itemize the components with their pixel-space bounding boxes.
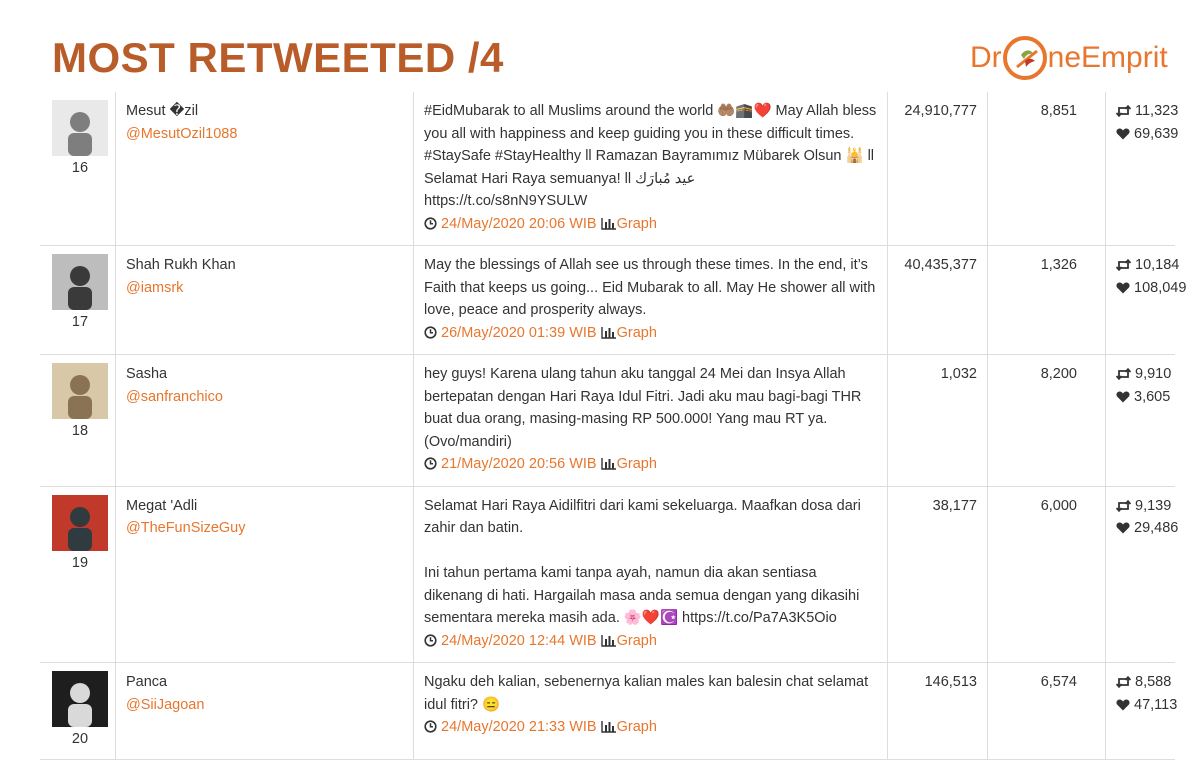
clock-icon: [424, 720, 437, 733]
graph-link[interactable]: Graph: [616, 324, 657, 341]
heart-icon: [1116, 282, 1130, 294]
user-name: Shah Rukh Khan: [126, 257, 236, 273]
engagement-cell: [1106, 355, 1176, 487]
followers-cell: 24,910,777: [888, 92, 988, 246]
tweet-cell: [414, 92, 888, 246]
tweet-cell: [414, 663, 888, 760]
drone-emprit-logo: [970, 30, 1168, 86]
like-value: 69,639: [1134, 125, 1179, 142]
retweet-icon: [1116, 105, 1131, 117]
count-cell: 6,574: [988, 663, 1106, 760]
engagement-cell: [1106, 663, 1176, 760]
tweet-text: Selamat Hari Raya Aidilfitri dari kami sekeluarga. Maafkan dosa dari zahir dan batin. Ini tahun pertama kami tanpa ayah, namun dia akan sentiasa dikenang di hati. Hargailah masa anda semua dengan yang dikasihi sementara mereka masih ada. 🌸❤️☪️ https://t.co/Pa7A3K5Oio: [424, 497, 861, 626]
retweet-icon: [1116, 676, 1131, 688]
followers-cell: 40,435,377: [888, 246, 988, 355]
like-value: 29,486: [1134, 520, 1179, 536]
user-name: Panca: [126, 674, 168, 690]
user-name: Sasha: [126, 366, 168, 382]
avatar-cell: [40, 663, 116, 760]
user-handle-link[interactable]: @TheFunSizeGuy: [126, 520, 246, 536]
graph-link[interactable]: Graph: [616, 719, 657, 735]
bar-chart-icon: [601, 217, 617, 230]
tweet-date-link[interactable]: 24/May/2020 20:06 WIB: [441, 215, 597, 232]
user-cell: [116, 92, 414, 246]
user-handle-link[interactable]: @MesutOzil1088: [126, 125, 238, 142]
user-cell: [116, 486, 414, 663]
count-cell: 1,326: [988, 246, 1106, 355]
user-handle-link[interactable]: @sanfranchico: [126, 388, 223, 405]
rank-number: 17: [71, 314, 89, 330]
engagement-cell: [1106, 246, 1187, 355]
retweet-count: [1116, 671, 1172, 694]
user-handle-link[interactable]: @SiiJagoan: [126, 696, 205, 713]
engagement-cell: [1106, 92, 1179, 246]
count-cell: 8,200: [988, 355, 1106, 487]
tweet-cell: [414, 486, 888, 663]
like-count: [1116, 517, 1179, 540]
followers-cell: 1,032: [888, 355, 988, 487]
retweet-icon: [1116, 500, 1131, 512]
bar-chart-icon: [601, 720, 617, 733]
tweet-cell: [414, 246, 888, 355]
retweet-count: [1116, 495, 1172, 518]
logo-text-right: neEmprit: [1047, 41, 1168, 74]
tweet-date-link[interactable]: 24/May/2020 12:44 WIB: [441, 632, 597, 649]
like-value: 108,049: [1134, 279, 1187, 296]
tweet-date-link[interactable]: 26/May/2020 01:39 WIB: [441, 324, 597, 341]
like-value: 47,113: [1134, 696, 1178, 713]
like-value: 3,605: [1134, 388, 1171, 405]
user-name: Mesut �zil: [126, 103, 199, 119]
heart-icon: [1116, 699, 1130, 711]
retweet-count: [1116, 100, 1179, 123]
rank-number: 20: [71, 731, 89, 747]
user-cell: [116, 246, 414, 355]
tweet-meta: [424, 322, 879, 345]
avatar[interactable]: [52, 363, 108, 419]
retweet-value: 9,139: [1135, 497, 1172, 514]
tweet-meta: [424, 630, 879, 653]
user-name: Megat 'Adli: [126, 497, 198, 514]
retweet-value: 8,588: [1135, 674, 1172, 690]
heart-icon: [1116, 391, 1130, 403]
page-title: MOST RETWEETED /4: [52, 34, 504, 81]
like-count: [1116, 386, 1171, 409]
user-cell: [116, 355, 414, 487]
retweet-count: [1116, 363, 1172, 386]
table-row: [40, 663, 1175, 760]
tweet-meta: [424, 453, 879, 476]
retweet-value: 9,910: [1135, 366, 1172, 382]
tweet-date-link[interactable]: 24/May/2020 21:33 WIB: [441, 719, 597, 735]
tweet-meta: [424, 213, 879, 236]
heart-icon: [1116, 128, 1130, 140]
clock-icon: [424, 326, 437, 339]
tweet-text: hey guys! Karena ulang tahun aku tanggal 24 Mei dan Insya Allah bertepatan dengan Hari Raya Idul Fitri. Jadi aku mau bagi-bagi THR buat dua orang, masing-masing RP 500.000! Yang mau RT ya. (Ovo/mandiri): [424, 366, 862, 450]
avatar[interactable]: [52, 495, 108, 551]
retweet-count: [1116, 254, 1180, 277]
drone-bird-icon: [1003, 36, 1047, 80]
graph-link[interactable]: Graph: [616, 456, 657, 472]
rank-number: 18: [71, 423, 89, 439]
retweet-icon: [1116, 259, 1131, 271]
tweet-date-link[interactable]: 21/May/2020 20:56 WIB: [441, 456, 597, 472]
count-cell: 8,851: [988, 92, 1106, 246]
avatar-cell: [40, 246, 116, 355]
clock-icon: [424, 457, 437, 470]
like-count: [1116, 694, 1178, 717]
avatar-cell: [40, 355, 116, 487]
bar-chart-icon: [601, 457, 617, 470]
avatar[interactable]: [52, 100, 108, 156]
heart-icon: [1116, 522, 1130, 534]
bar-chart-icon: [601, 326, 617, 339]
count-cell: 6,000: [988, 486, 1106, 663]
table-row: [40, 486, 1175, 663]
rank-number: 19: [71, 554, 89, 571]
tweet-text: Ngaku deh kalian, sebenernya kalian males kan balesin chat selamat idul fitri? 😑: [424, 674, 869, 713]
table-row: [40, 355, 1175, 487]
tweet-text: #EidMubarak to all Muslims around the world 🤲🏽🕋❤️ May Allah bless you all with happiness and keep guiding you in these difficult times. #StaySafe #StayHealthy ll Ramazan Bayramımız Mübarek Olsun 🕌 ll Selamat Hari Raya semuanya! ll عيد مُبارَك https://t.co/s8nN9YSULW: [424, 103, 877, 209]
followers-cell: 38,177: [888, 486, 988, 663]
followers-cell: 146,513: [888, 663, 988, 760]
graph-link[interactable]: Graph: [616, 215, 657, 232]
most-retweeted-table: [40, 92, 1187, 760]
clock-icon: [424, 217, 437, 230]
graph-link[interactable]: Graph: [616, 632, 657, 649]
avatar-cell: [40, 92, 116, 246]
user-handle-link[interactable]: @iamsrk: [126, 279, 184, 296]
like-count: [1116, 277, 1187, 300]
tweet-cell: [414, 355, 888, 487]
clock-icon: [424, 634, 437, 647]
table-row: [40, 92, 1175, 246]
avatar[interactable]: [52, 254, 108, 310]
user-cell: [116, 663, 414, 760]
like-count: [1116, 123, 1179, 146]
avatar[interactable]: [52, 671, 108, 727]
bar-chart-icon: [601, 634, 617, 647]
logo-text-left: Dr: [970, 41, 1002, 74]
rank-number: 16: [71, 160, 89, 176]
retweet-icon: [1116, 368, 1131, 380]
engagement-cell: [1106, 486, 1179, 663]
tweet-meta: [424, 716, 879, 739]
table-row: [40, 246, 1175, 355]
retweet-value: 11,323: [1135, 103, 1179, 119]
avatar-cell: [40, 486, 116, 663]
tweet-text: May the blessings of Allah see us through these times. In the end, it’s Faith that keeps us going... Eid Mubarak to all. May He shower all with love, peace and prosperity always.: [424, 257, 876, 318]
retweet-value: 10,184: [1135, 257, 1180, 273]
